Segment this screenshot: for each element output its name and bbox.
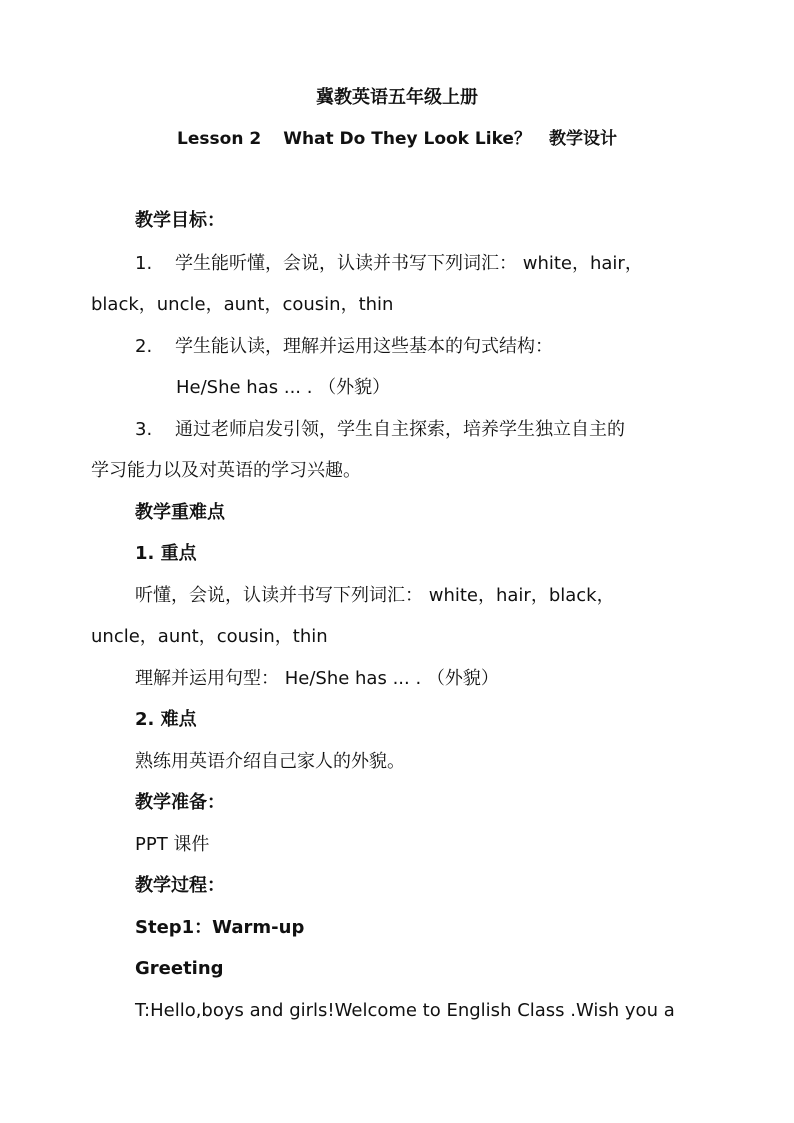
preparation-content: PPT 课件	[135, 834, 210, 855]
objective-item-2	[135, 335, 553, 359]
keypoints-heading: 教学重难点	[135, 502, 225, 523]
objective-item-3	[135, 418, 625, 442]
greeting-heading: Greeting	[135, 958, 224, 979]
objective-3-text: 通过老师启发引领，学生自主探索，培养学生独立自主的	[175, 419, 625, 440]
lesson-number: Lesson 2	[177, 129, 262, 149]
objective-1-number: 1.	[135, 253, 153, 274]
lesson-topic: What Do They Look Like？	[283, 129, 531, 149]
preparation-heading: 教学准备：	[135, 792, 225, 813]
objective-1-text: 学生能听懂，会说，认读并书写下列词汇： white，hair，	[175, 253, 643, 274]
focus-sentence-pattern: 理解并运用句型： He/She has ... . （外貌）	[135, 668, 499, 689]
focus-vocabulary-continuation: uncle，aunt，cousin，thin	[91, 626, 328, 647]
objective-3-number: 3.	[135, 419, 153, 440]
focus-heading: 1. 重点	[135, 543, 197, 564]
document-subtitle	[0, 127, 794, 151]
objective-item-1	[135, 252, 643, 276]
subtitle-suffix: 教学设计	[548, 129, 617, 149]
document-title: 冀教英语五年级上册	[316, 87, 478, 108]
process-heading: 教学过程：	[135, 875, 225, 896]
objective-3-continuation: 学习能力以及对英语的学习兴趣。	[91, 460, 361, 481]
difficulty-text: 熟练用英语介绍自己家人的外貌。	[135, 751, 405, 772]
teacher-dialog: T:Hello,boys and girls!Welcome to English Class .Wish you a	[135, 1000, 675, 1021]
difficulty-heading: 2. 难点	[135, 709, 197, 730]
objective-2-pattern: He/She has ... . （外貌）	[176, 377, 391, 398]
objective-1-continuation: black，uncle，aunt，cousin，thin	[91, 294, 394, 315]
objective-2-text: 学生能认读，理解并运用这些基本的句式结构：	[175, 336, 553, 357]
objectives-heading: 教学目标：	[135, 210, 225, 231]
objective-2-number: 2.	[135, 336, 153, 357]
focus-vocabulary: 听懂，会说，认读并书写下列词汇： white，hair，black，	[135, 585, 615, 606]
step1-heading: Step1：Warm-up	[135, 917, 305, 938]
